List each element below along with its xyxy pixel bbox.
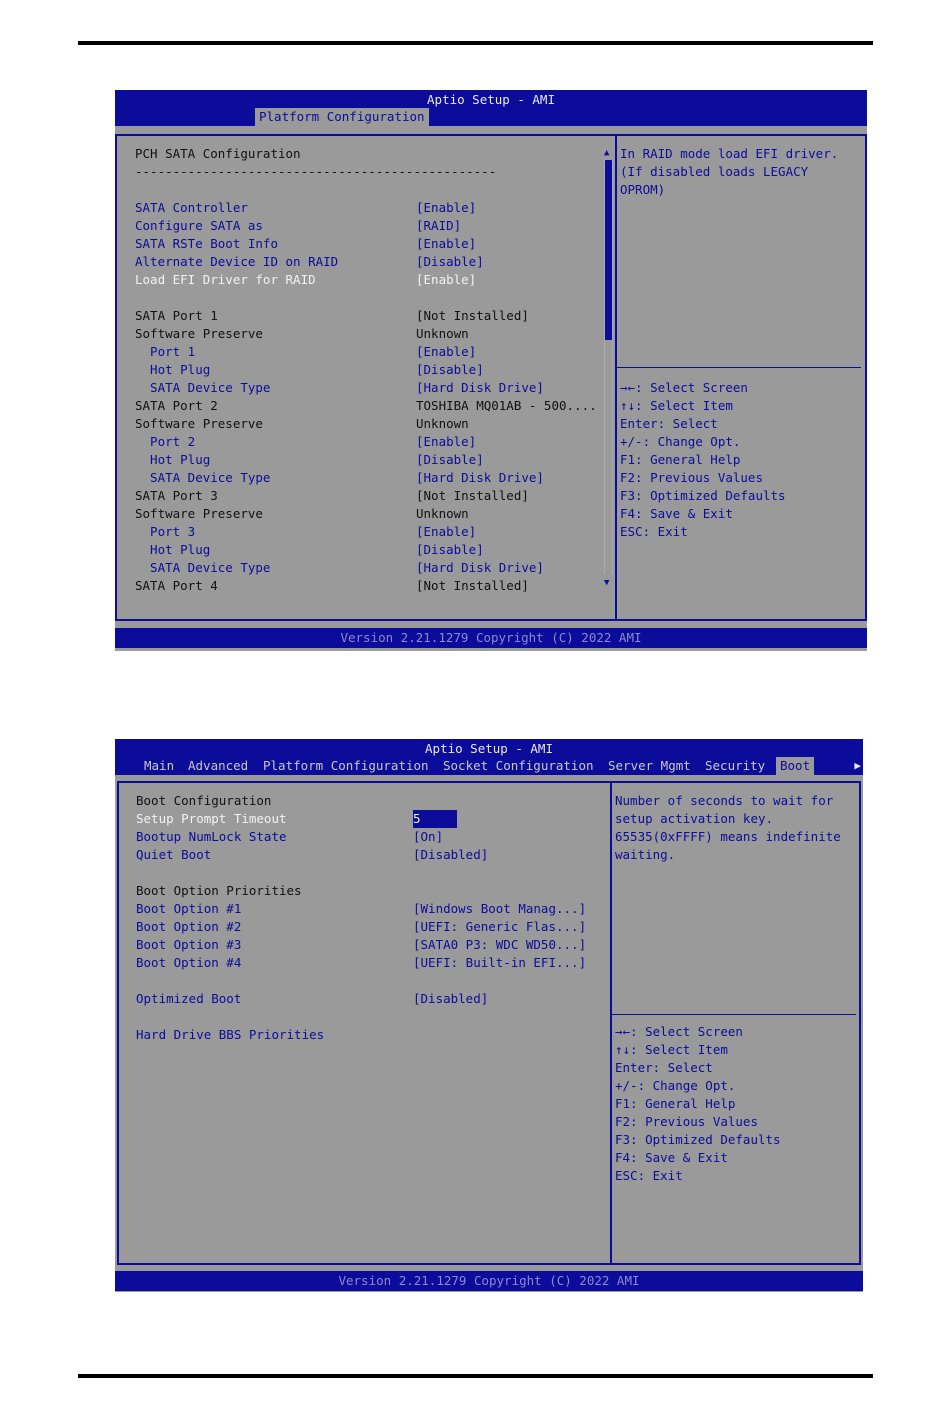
key-legend-line: ESC: Exit	[615, 1168, 683, 1183]
setting-label-software-preserve: Software Preserve	[135, 416, 263, 431]
setting-label-quiet-boot[interactable]: Quiet Boot	[136, 847, 212, 862]
setting-label-sata-device-type[interactable]: SATA Device Type	[135, 560, 271, 575]
setting-value-sata-port-1: [Not Installed]	[416, 308, 529, 323]
key-legend-line: F4: Save & Exit	[615, 1150, 728, 1165]
setting-label-sata-port-3: SATA Port 3	[135, 488, 218, 503]
tab-server-mgmt[interactable]: Server Mgmt	[608, 758, 691, 773]
tab-main[interactable]: Main	[144, 758, 175, 773]
key-legend-line: F1: General Help	[615, 1096, 736, 1111]
setting-label-boot-option-4[interactable]: Boot Option #4	[136, 955, 242, 970]
version-footer: Version 2.21.1279 Copyright (C) 2022 AMI	[115, 628, 867, 648]
setting-label-sata-port-1: SATA Port 1	[135, 308, 218, 323]
tab-platform-configuration[interactable]: Platform Configuration	[263, 758, 429, 773]
setting-label-hot-plug[interactable]: Hot Plug	[135, 452, 211, 467]
help-keys-divider	[617, 367, 861, 368]
setting-label-sata-port-4: SATA Port 4	[135, 578, 218, 593]
setting-label-configure-sata-as[interactable]: Configure SATA as	[135, 218, 263, 233]
setting-label-boot-option-2[interactable]: Boot Option #2	[136, 919, 242, 934]
bios-screen-boot	[115, 739, 863, 1292]
setting-value-sata-device-type[interactable]: [Hard Disk Drive]	[416, 560, 544, 575]
setting-label-hard-drive-bbs-priorities[interactable]: Hard Drive BBS Priorities	[136, 1027, 325, 1042]
tab-advanced[interactable]: Advanced	[188, 758, 249, 773]
setting-label-setup-prompt-timeout[interactable]: Setup Prompt Timeout	[136, 811, 287, 826]
setting-value-software-preserve: Unknown	[416, 416, 469, 431]
setting-label-software-preserve: Software Preserve	[135, 326, 263, 341]
more-tabs-arrow-icon[interactable]: ▶	[854, 759, 861, 772]
help-line: OPROM)	[620, 182, 666, 197]
page-top-rule	[78, 41, 873, 45]
tab-boot[interactable]: Boot	[776, 757, 814, 775]
panel-divider	[610, 783, 612, 1263]
setting-value-port-1[interactable]: [Enable]	[416, 344, 477, 359]
setting-value-software-preserve: Unknown	[416, 506, 469, 521]
tab-security[interactable]: Security	[705, 758, 766, 773]
setting-value-quiet-boot[interactable]: [Disabled]	[413, 847, 489, 862]
key-legend-line: F1: General Help	[620, 452, 741, 467]
setting-value-input[interactable]: 5	[413, 810, 457, 828]
scroll-up-arrow-icon[interactable]: ▲	[604, 148, 610, 158]
setting-label-optimized-boot[interactable]: Optimized Boot	[136, 991, 242, 1006]
app-title: Aptio Setup - AMI	[425, 741, 553, 756]
setting-label-sata-rste-boot-info[interactable]: SATA RSTe Boot Info	[135, 236, 278, 251]
heading-separator: ------------------------------------------------	[135, 164, 497, 179]
setting-value-port-2[interactable]: [Enable]	[416, 434, 477, 449]
setting-value-sata-device-type[interactable]: [Hard Disk Drive]	[416, 470, 544, 485]
setting-label-boot-configuration: Boot Configuration	[136, 793, 272, 808]
setting-value-alternate-device-id-on-raid[interactable]: [Disable]	[416, 254, 484, 269]
bios-screen-sata-config	[115, 90, 867, 651]
setting-value-sata-controller[interactable]: [Enable]	[416, 200, 477, 215]
setting-value-setup-prompt-timeout[interactable]	[413, 810, 457, 828]
setting-label-sata-device-type[interactable]: SATA Device Type	[135, 380, 271, 395]
setting-label-software-preserve: Software Preserve	[135, 506, 263, 521]
help-line: 65535(0xFFFF) means indefinite	[615, 829, 841, 844]
setting-value-load-efi-driver-for-raid[interactable]: [Enable]	[416, 272, 477, 287]
key-legend-line: +/-: Change Opt.	[615, 1078, 736, 1093]
setting-label-port-3[interactable]: Port 3	[135, 524, 196, 539]
setting-value-sata-port-3: [Not Installed]	[416, 488, 529, 503]
setting-label-alternate-device-id-on-raid[interactable]: Alternate Device ID on RAID	[135, 254, 339, 269]
setting-value-optimized-boot[interactable]: [Disabled]	[413, 991, 489, 1006]
content-frame	[117, 781, 861, 1265]
scrollbar-thumb[interactable]	[605, 160, 612, 340]
setting-value-sata-port-4: [Not Installed]	[416, 578, 529, 593]
title-bar	[115, 739, 863, 775]
tab-platform-configuration[interactable]: Platform Configuration	[255, 108, 429, 126]
scroll-down-arrow-icon[interactable]: ▼	[604, 578, 610, 588]
key-legend-line: F2: Previous Values	[615, 1114, 758, 1129]
setting-label-port-2[interactable]: Port 2	[135, 434, 196, 449]
setting-value-software-preserve: Unknown	[416, 326, 469, 341]
version-footer: Version 2.21.1279 Copyright (C) 2022 AMI	[115, 1271, 863, 1291]
setting-label-sata-controller[interactable]: SATA Controller	[135, 200, 248, 215]
setting-value-hot-plug[interactable]: [Disable]	[416, 362, 484, 377]
setting-value-hot-plug[interactable]: [Disable]	[416, 542, 484, 557]
key-legend-line: Enter: Select	[615, 1060, 713, 1075]
title-bar	[115, 90, 867, 126]
help-keys-divider	[612, 1014, 856, 1015]
key-legend-line: F3: Optimized Defaults	[620, 488, 786, 503]
setting-value-hot-plug[interactable]: [Disable]	[416, 452, 484, 467]
setting-label-load-efi-driver-for-raid[interactable]: Load EFI Driver for RAID	[135, 272, 316, 287]
setting-value-boot-option-3[interactable]: [SATA0 P3: WDC WD50...]	[413, 937, 587, 952]
setting-label-boot-option-1[interactable]: Boot Option #1	[136, 901, 242, 916]
setting-label-boot-option-3[interactable]: Boot Option #3	[136, 937, 242, 952]
page-bottom-rule	[78, 1374, 873, 1378]
setting-value-port-3[interactable]: [Enable]	[416, 524, 477, 539]
key-legend-line: +/-: Change Opt.	[620, 434, 741, 449]
key-legend-line: Enter: Select	[620, 416, 718, 431]
setting-label-sata-port-2: SATA Port 2	[135, 398, 218, 413]
section-heading: PCH SATA Configuration	[135, 146, 301, 161]
setting-value-sata-device-type[interactable]: [Hard Disk Drive]	[416, 380, 544, 395]
setting-label-hot-plug[interactable]: Hot Plug	[135, 362, 211, 377]
app-title: Aptio Setup - AMI	[427, 92, 555, 107]
key-legend-line: ↑↓: Select Item	[620, 398, 733, 413]
key-legend-line: ESC: Exit	[620, 524, 688, 539]
key-legend-line: F3: Optimized Defaults	[615, 1132, 781, 1147]
help-line: setup activation key.	[615, 811, 774, 826]
setting-value-bootup-numlock-state[interactable]: [On]	[413, 829, 444, 844]
key-legend-line: ↑↓: Select Item	[615, 1042, 728, 1057]
setting-value-boot-option-4[interactable]: [UEFI: Built-in EFI...]	[413, 955, 587, 970]
setting-value-sata-rste-boot-info[interactable]: [Enable]	[416, 236, 477, 251]
key-legend-line: F2: Previous Values	[620, 470, 763, 485]
setting-label-port-1[interactable]: Port 1	[135, 344, 196, 359]
setting-value-sata-port-2: TOSHIBA MQ01AB - 500....	[416, 398, 597, 413]
setting-label-boot-option-priorities: Boot Option Priorities	[136, 883, 302, 898]
help-line: (If disabled loads LEGACY	[620, 164, 809, 179]
help-line: waiting.	[615, 847, 676, 862]
help-line: In RAID mode load EFI driver.	[620, 146, 839, 161]
tab-socket-configuration[interactable]: Socket Configuration	[443, 758, 594, 773]
setting-label-hot-plug[interactable]: Hot Plug	[135, 542, 211, 557]
setting-label-sata-device-type[interactable]: SATA Device Type	[135, 470, 271, 485]
setting-label-bootup-numlock-state[interactable]: Bootup NumLock State	[136, 829, 287, 844]
help-line: Number of seconds to wait for	[615, 793, 834, 808]
setting-value-boot-option-2[interactable]: [UEFI: Generic Flas...]	[413, 919, 587, 934]
panel-divider	[615, 136, 617, 619]
key-legend-line: →←: Select Screen	[615, 1024, 743, 1039]
setting-value-configure-sata-as[interactable]: [RAID]	[416, 218, 462, 233]
key-legend-line: →←: Select Screen	[620, 380, 748, 395]
setting-value-boot-option-1[interactable]: [Windows Boot Manag...]	[413, 901, 587, 916]
key-legend-line: F4: Save & Exit	[620, 506, 733, 521]
